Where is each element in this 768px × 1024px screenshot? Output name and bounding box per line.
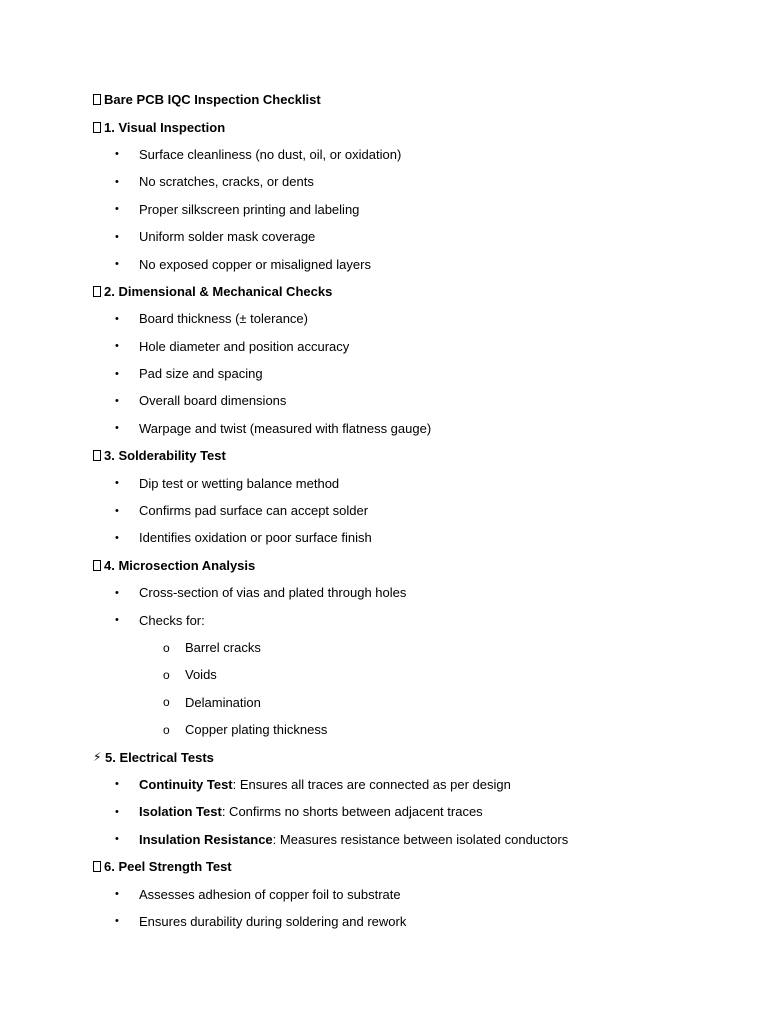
list-item <box>93 196 733 223</box>
list-item-text: Hole diameter and position accuracy <box>139 338 350 354</box>
list-item-text: : Measures resistance between isolated conductors <box>272 831 569 847</box>
bullet-icon: • <box>115 258 119 271</box>
sub-list-item-text: Voids <box>185 667 217 683</box>
checkbox-glyph-icon <box>93 94 101 105</box>
section-heading-solderability <box>93 442 733 469</box>
bullet-icon: • <box>115 833 119 846</box>
checkbox-glyph-icon <box>93 122 101 133</box>
list-item <box>93 168 733 195</box>
section-heading-electrical-tests <box>93 743 733 770</box>
list-item <box>93 387 733 414</box>
list-item-text: Proper silkscreen printing and labeling <box>139 201 360 217</box>
list-item-text: Confirms pad surface can accept solder <box>139 503 369 519</box>
sub-bullet-icon: o <box>163 722 170 737</box>
document-title <box>93 86 733 113</box>
list-item-text: : Ensures all traces are connected as per design <box>232 776 511 792</box>
list-item <box>93 305 733 332</box>
document-title-text: Bare PCB IQC Inspection Checklist <box>104 92 321 108</box>
lightning-bolt-icon: ⚡ <box>93 750 102 765</box>
list-item-text: Overall board dimensions <box>139 393 287 409</box>
list-item-term: Insulation Resistance <box>139 831 273 847</box>
list-item-term: Continuity Test <box>139 776 233 792</box>
sub-list-item-text: Barrel cracks <box>185 640 261 655</box>
list-item <box>93 606 733 633</box>
list-item-text: Checks for: <box>139 612 205 628</box>
list-item <box>93 771 733 798</box>
bullet-icon: • <box>115 148 119 161</box>
list-item <box>93 826 733 853</box>
list-item <box>93 880 733 907</box>
list-item <box>93 250 733 277</box>
bullet-icon: • <box>115 614 119 627</box>
list-item <box>93 223 733 250</box>
bullet-icon: • <box>115 340 119 353</box>
checkbox-glyph-icon <box>93 861 101 872</box>
list-item-text: Warpage and twist (measured with flatness gauge) <box>139 420 432 436</box>
list-item-text: Assesses adhesion of copper foil to substrate <box>139 886 401 902</box>
checklist-document <box>93 86 733 935</box>
section-heading-microsection <box>93 552 733 579</box>
sub-list-item <box>93 716 733 743</box>
section-heading-text: 1. Visual Inspection <box>104 119 226 135</box>
bullet-icon: • <box>115 394 119 407</box>
list-item-text: Identifies oxidation or poor surface finish <box>139 530 372 546</box>
bullet-icon: • <box>115 586 119 599</box>
list-item-text: No exposed copper or misaligned layers <box>139 256 371 272</box>
bullet-icon: • <box>115 230 119 243</box>
sub-list-item-text: Delamination <box>185 694 261 710</box>
section-heading-visual-inspection <box>93 113 733 140</box>
list-item <box>93 497 733 524</box>
bullet-icon: • <box>115 203 119 216</box>
list-item <box>93 524 733 551</box>
bullet-icon: • <box>115 888 119 901</box>
sub-bullet-icon: o <box>163 640 170 655</box>
bullet-icon: • <box>115 312 119 325</box>
section-heading-dimensional-mechanical <box>93 278 733 305</box>
bullet-icon: • <box>115 367 119 380</box>
list-item-text: Pad size and spacing <box>139 366 263 382</box>
bullet-icon: • <box>115 805 119 818</box>
sub-list-item <box>93 689 733 716</box>
list-item-text: Board thickness (± tolerance) <box>139 311 308 327</box>
sub-list-item-text: Copper plating thickness <box>185 722 328 738</box>
section-heading-text: 5. Electrical Tests <box>105 749 214 765</box>
checkbox-glyph-icon <box>93 286 101 297</box>
bullet-icon: • <box>115 778 119 791</box>
section-heading-peel-strength <box>93 853 733 880</box>
sub-bullet-icon: o <box>163 667 170 682</box>
list-item <box>93 360 733 387</box>
list-item-text: Surface cleanliness (no dust, oil, or oxidation) <box>139 146 402 162</box>
sub-list-item <box>93 661 733 688</box>
checkbox-glyph-icon <box>93 450 101 461</box>
list-item <box>93 333 733 360</box>
bullet-icon: • <box>115 504 119 517</box>
list-item-text: Uniform solder mask coverage <box>139 229 316 245</box>
checkbox-glyph-icon <box>93 560 101 571</box>
list-item <box>93 469 733 496</box>
sub-bullet-icon: o <box>163 695 170 710</box>
list-item <box>93 908 733 935</box>
section-heading-text: 3. Solderability Test <box>104 448 226 464</box>
list-item-text: : Confirms no shorts between adjacent traces <box>221 804 483 820</box>
list-item <box>93 798 733 825</box>
list-item <box>93 415 733 442</box>
list-item-text: Cross-section of vias and plated through holes <box>139 585 407 601</box>
bullet-icon: • <box>115 531 119 544</box>
bullet-icon: • <box>115 422 119 435</box>
list-item <box>93 579 733 606</box>
list-item-term: Isolation Test <box>139 804 222 820</box>
bullet-icon: • <box>115 477 119 490</box>
section-heading-text: 2. Dimensional & Mechanical Checks <box>104 283 333 299</box>
section-heading-text: 6. Peel Strength Test <box>104 859 232 875</box>
list-item-text: Ensures durability during soldering and rework <box>139 913 407 929</box>
bullet-icon: • <box>115 175 119 188</box>
sub-list-item <box>93 634 733 661</box>
list-item-text: No scratches, cracks, or dents <box>139 174 314 190</box>
section-heading-text: 4. Microsection Analysis <box>104 557 256 573</box>
bullet-icon: • <box>115 915 119 928</box>
list-item-text: Dip test or wetting balance method <box>139 475 340 491</box>
list-item <box>93 141 733 168</box>
